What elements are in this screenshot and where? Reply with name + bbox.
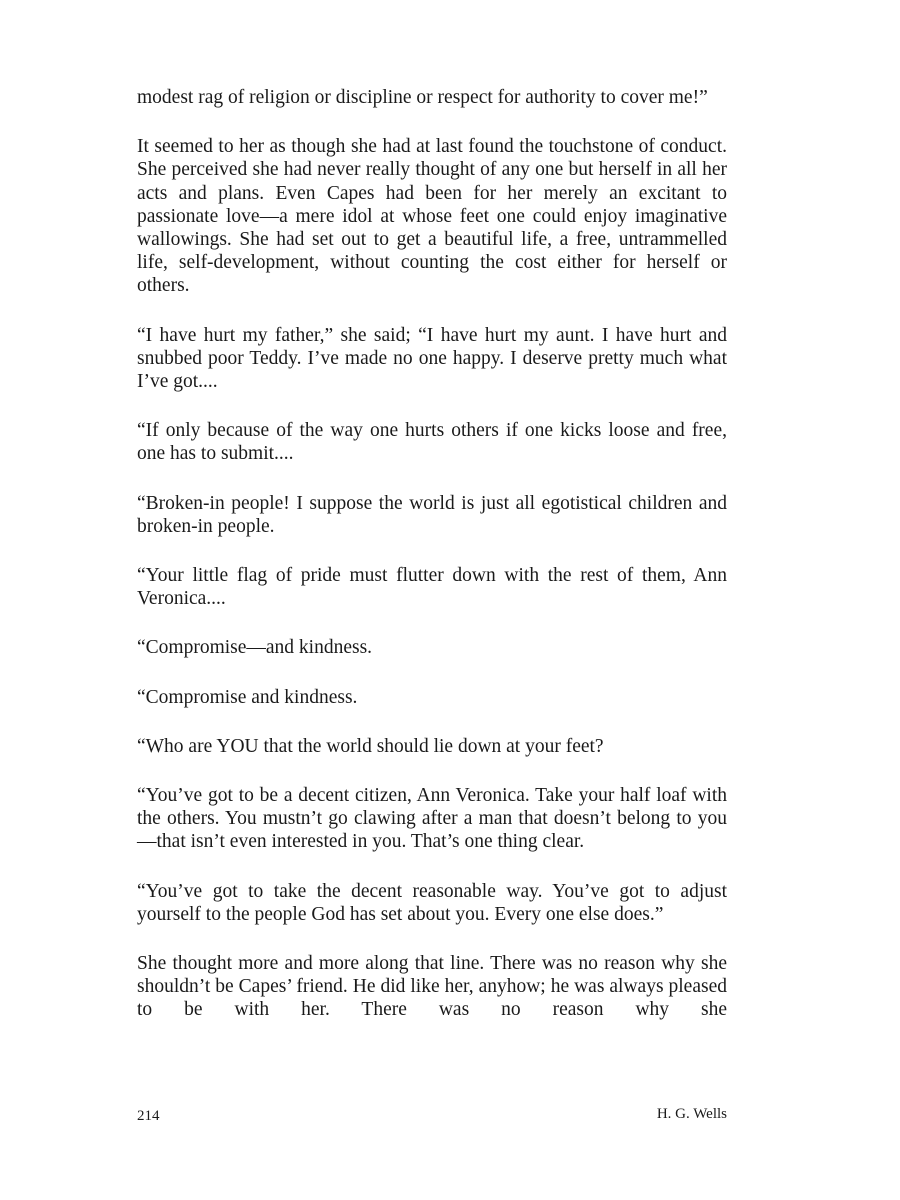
paragraph: “You’ve got to be a decent citizen, Ann Veronica. Take your half loaf with the others. You mustn’t go clawing after a man that doesn’t belong to you—that isn’t even interested in you. That’s one thing clear. — [137, 785, 727, 853]
author-name: H. G. Wells — [656, 1106, 727, 1122]
paragraph: “Broken-in people! I suppose the world is just all egotistical children and broken-in people. — [137, 492, 727, 537]
paragraph: “Your little flag of pride must flutter down with the rest of them, Ann Veronica.... — [137, 565, 727, 610]
page-number: 214 — [137, 1108, 160, 1124]
paragraph: “Compromise—and kindness. — [137, 637, 373, 659]
paragraph: “Who are YOU that the world should lie down at your feet? — [137, 735, 604, 757]
paragraph: It seemed to her as though she had at last found the touchstone of conduct. She perceived she had never really thought of any one but herself in all her acts and plans. Even Capes had been for her merely an excitant to passionate love—a mere idol at whose feet one could enjoy imaginative wallowings. She had set out to get a beautiful life, a free, untrammelled life, self-development, without counting the cost either for herself or others. — [137, 136, 727, 297]
page-body — [137, 86, 727, 1048]
paragraph: “I have hurt my father,” she said; “I have hurt my aunt. I have hurt and snubbed poor Teddy. I’ve made no one happy. I deserve pretty much what I’ve got.... — [137, 324, 727, 393]
paragraph: “You’ve got to take the decent reasonable way. You’ve got to adjust yourself to the people God has set about you. Every one else does.” — [137, 880, 727, 925]
paragraph: “Compromise and kindness. — [137, 686, 358, 708]
paragraph: She thought more and more along that line. There was no reason why she shouldn’t be Capes’ friend. He did like her, anyhow; he was always pleased to be with her. There was no reason why she — [137, 953, 727, 1021]
paragraph: modest rag of religion or discipline or respect for authority to cover me!” — [137, 87, 708, 108]
paragraph: “If only because of the way one hurts others if one kicks loose and free, one has to submit.... — [137, 420, 727, 465]
